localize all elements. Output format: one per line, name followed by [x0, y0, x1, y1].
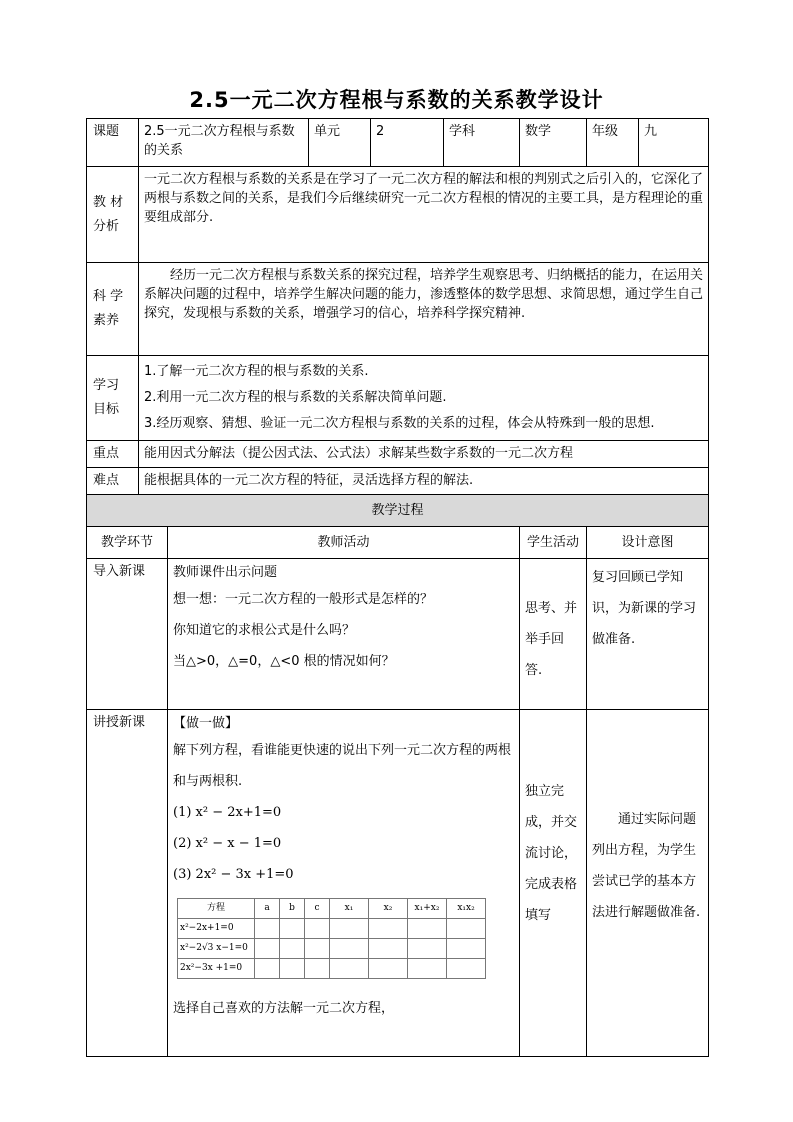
column-teacher: 教师活动 [168, 527, 520, 559]
intro-teacher [168, 559, 520, 710]
column-intent: 设计意图 [587, 527, 709, 559]
objective-item: 2.利用一元二次方程的根与系数的关系解决简单问题. [144, 390, 447, 405]
intro-teacher-line: 你知道它的求根公式是什么吗？ [173, 623, 356, 638]
roots-header-cell: a [255, 899, 280, 919]
intro-teacher-line: 当△>0，△=0，△<0 根的情况如何？ [173, 654, 395, 669]
roots-header-cell: b [280, 899, 305, 919]
literacy-row [87, 263, 709, 356]
column-stage: 教学环节 [87, 527, 168, 559]
objectives-row [87, 356, 709, 441]
intro-row [87, 559, 709, 710]
roots-table-header [178, 899, 486, 919]
intro-student: 思考、并举手回答. [520, 559, 587, 710]
subject-label: 学科 [444, 119, 520, 167]
lecture-row [87, 710, 709, 1057]
lesson-plan-table [86, 118, 709, 1057]
intro-stage: 导入新课 [87, 559, 168, 710]
analysis-text: 一元二次方程根与系数的关系是在学习了一元二次方程的解法和根的判别式之后引入的，它深化了两根与系数之间的关系，是我们今后继续研究一元二次方程根的情况的主要工具，是方程理论的重要组成部分. [139, 167, 709, 263]
lecture-student: 独立完成，并交流讨论，完成表格填写 [520, 710, 587, 1057]
roots-equation-cell: 2x²−3x +1=0 [178, 959, 255, 979]
document-title: 2.5一元二次方程根与系数的关系教学设计 [189, 88, 604, 112]
key-point-row [87, 441, 709, 468]
roots-header-cell: c [305, 899, 330, 919]
roots-header-cell: x₁x₂ [447, 899, 486, 919]
roots-header-cell: x₁ [330, 899, 369, 919]
lecture-stage: 讲授新课 [87, 710, 168, 1057]
roots-equation-cell: x²−2√3 x−1=0 [178, 939, 255, 959]
key-point-label: 重点 [87, 441, 139, 468]
lecture-intent: 通过实际问题列出方程，为学生尝试已学的基本方法进行解题做准备. [587, 710, 709, 1057]
table-row [178, 919, 486, 939]
equation-2: (2) x² − x − 1=0 [173, 836, 282, 851]
unit-label: 单元 [309, 119, 371, 167]
lecture-teacher [168, 710, 520, 1057]
equation-1: (1) x² − 2x+1=0 [173, 805, 282, 820]
process-columns-row [87, 527, 709, 559]
objectives-list [139, 356, 709, 441]
equation-3: (3) 2x² − 3x +1=0 [173, 867, 294, 882]
roots-header-cell: 方程 [178, 899, 255, 919]
lecture-instruction: 解下列方程，看谁能更快速的说出下列一元二次方程的两根和与两根积. [173, 743, 512, 789]
objective-item: 1.了解一元二次方程的根与系数的关系. [144, 364, 369, 379]
intro-teacher-line: 教师课件出示问题 [173, 565, 278, 580]
objective-item: 3.经历观察、猜想、验证一元二次方程根与系数的关系的过程，体会从特殊到一般的思想. [144, 416, 655, 431]
difficulty-text: 能根据具体的一元二次方程的特征，灵活选择方程的解法. [139, 468, 709, 495]
process-header-row [87, 495, 709, 527]
lecture-closing: 选择自己喜欢的方法解一元二次方程， [173, 1001, 395, 1016]
header-row [87, 119, 709, 167]
key-point-text: 能用因式分解法（提公因式法、公式法）求解某些数字系数的一元二次方程 [139, 441, 709, 468]
column-student: 学生活动 [520, 527, 587, 559]
unit-value: 2 [371, 119, 444, 167]
table-row [178, 939, 486, 959]
grade-value: 九 [639, 119, 709, 167]
objectives-label: 学习 目标 [87, 356, 139, 441]
literacy-label: 科 学 素养 [87, 263, 139, 356]
roots-table [177, 898, 486, 979]
difficulty-row [87, 468, 709, 495]
grade-label: 年级 [587, 119, 639, 167]
difficulty-label: 难点 [87, 468, 139, 495]
lecture-heading: 【做一做】 [173, 716, 239, 731]
intro-teacher-line: 想一想：一元二次方程的一般形式是怎样的？ [173, 592, 434, 607]
roots-header-cell: x₂ [369, 899, 408, 919]
analysis-label: 教 材 分析 [87, 167, 139, 263]
intro-intent: 复习回顾已学知识，为新课的学习做准备. [587, 559, 709, 710]
topic-value: 2.5一元二次方程根与系数的关系 [139, 119, 309, 167]
table-row [178, 959, 486, 979]
roots-header-cell: x₁+x₂ [408, 899, 447, 919]
process-header: 教学过程 [87, 495, 709, 527]
topic-label: 课题 [87, 119, 139, 167]
subject-value: 数学 [520, 119, 587, 167]
analysis-row [87, 167, 709, 263]
roots-equation-cell: x²−2x+1=0 [178, 919, 255, 939]
literacy-text: 经历一元二次方程根与系数关系的探究过程，培养学生观察思考、归纳概括的能力，在运用关系解决问题的过程中，培养学生解决问题的能力，渗透整体的数学思想、求简思想，通过学生自己探究，发现根与系数的关系，增强学习的信心，培养科学探究精神. [139, 263, 709, 356]
